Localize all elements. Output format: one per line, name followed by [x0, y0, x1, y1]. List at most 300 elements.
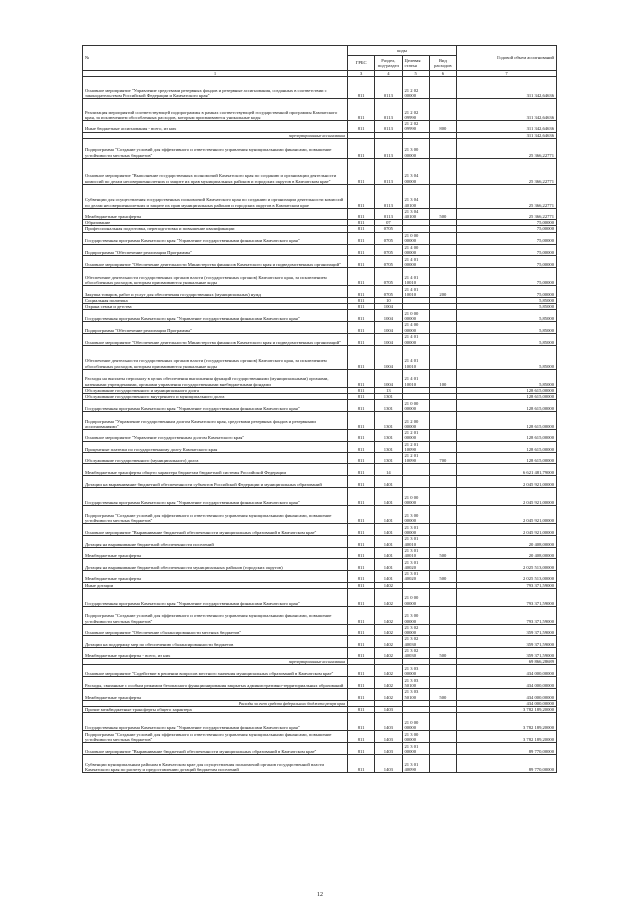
row-name: Подпрограмма "Создание условий для эффективного и ответственного управления муниципальными финансами, повышение устойчивости местных бюджетов"	[83, 606, 348, 624]
row-sum: 311 342,64636	[457, 121, 557, 132]
row-sum: 2 045 921,00000	[457, 488, 557, 506]
row-grbs: 811	[348, 588, 375, 606]
table-row	[83, 536, 557, 547]
row-expense-type: 800	[429, 121, 456, 132]
row-sum: 128 615,00000	[457, 394, 557, 400]
row-razdel: 1401	[375, 488, 402, 506]
row-target-article: 21 4 01 10010	[402, 369, 429, 387]
row-grbs: 811	[348, 322, 375, 333]
row-name: зарезервированные ассигнования	[83, 132, 348, 138]
col-razdel-header: Раздел, под-раздел	[375, 56, 402, 71]
row-expense-type	[429, 506, 456, 524]
row-name: Иные дотации	[83, 582, 348, 588]
row-name: Обслуживание государственного и муниципального долга	[83, 387, 348, 393]
row-name: Межбюджетные трансферты	[83, 689, 348, 700]
row-sum: 128 615,00000	[457, 387, 557, 393]
row-target-article: 21 0 00 00000	[402, 232, 429, 244]
table-row	[83, 322, 557, 333]
row-grbs: 811	[348, 547, 375, 558]
row-name: Межбюджетные трансферты	[83, 547, 348, 558]
row-razdel: 1301	[375, 453, 402, 464]
row-sum: 128 615,00000	[457, 453, 557, 464]
row-razdel: 0705	[375, 226, 402, 232]
row-expense-type	[429, 624, 456, 635]
row-razdel: 1403	[375, 706, 402, 712]
row-sum: 793 371,59000	[457, 582, 557, 588]
row-sum: 5,85000	[457, 333, 557, 345]
row-target-article: 21 0 00 00000	[402, 310, 429, 322]
row-grbs: 811	[348, 488, 375, 506]
row-razdel: 0113	[375, 158, 402, 184]
table-row	[83, 464, 557, 476]
row-target-article: 21 3 04 40100	[402, 184, 429, 208]
row-grbs: 811	[348, 665, 375, 677]
table-row	[83, 731, 557, 743]
row-sum: 311 342,64636	[457, 77, 557, 99]
row-expense-type	[429, 400, 456, 412]
codes-group-header: коды	[348, 46, 457, 56]
row-razdel: 14	[375, 464, 402, 476]
row-sum: 128 615,00000	[457, 400, 557, 412]
row-sum: 2 045 921,00000	[457, 476, 557, 488]
row-name: Межбюджетные трансферты общего характера бюджетам бюджетной системы Российской Федерации	[83, 464, 348, 476]
row-grbs: 811	[348, 571, 375, 582]
table-row	[83, 158, 557, 184]
row-name: Обслуживание государственного внутреннего и муниципального долга	[83, 394, 348, 400]
row-sum: 25 366,22771	[457, 158, 557, 184]
row-target-article: 21 2 01 00000	[402, 430, 429, 441]
row-target-article: 21 0 00 00000	[402, 713, 429, 731]
row-grbs: 811	[348, 232, 375, 244]
row-name: Основное мероприятие "Выравнивание бюджетной обеспеченности муниципальных образований в Камчатском крае"	[83, 743, 348, 755]
table-row	[83, 232, 557, 244]
row-sum: 75,00000	[457, 268, 557, 286]
row-grbs: 811	[348, 310, 375, 322]
row-sum: 5,85000	[457, 298, 557, 304]
table-row	[83, 713, 557, 731]
row-expense-type	[429, 333, 456, 345]
table-row	[83, 310, 557, 322]
row-target-article: 21 3 01 40010	[402, 536, 429, 547]
row-target-article: 21 0 00 00000	[402, 488, 429, 506]
row-grbs: 811	[348, 536, 375, 547]
row-razdel: 1301	[375, 412, 402, 430]
page-number: 12	[317, 892, 323, 898]
row-sum: 5,85000	[457, 369, 557, 387]
row-sum: 75,00000	[457, 286, 557, 298]
row-sum: 20 408,00000	[457, 547, 557, 558]
table-body	[83, 77, 557, 773]
row-expense-type	[429, 559, 456, 571]
row-grbs: 811	[348, 298, 375, 304]
row-razdel: 1402	[375, 665, 402, 677]
row-name: Основное мероприятие "Выполнение государственных полномочий Камчатского края по созданию и организации деятельности комиссий по делам несовершеннолетних и защите их прав муниципальных районов и городских округов в Камчатском крае"	[83, 158, 348, 184]
row-grbs: 811	[348, 394, 375, 400]
row-expense-type	[429, 244, 456, 255]
row-expense-type	[429, 99, 456, 121]
row-expense-type	[429, 232, 456, 244]
row-grbs: 811	[348, 606, 375, 624]
row-grbs: 811	[348, 559, 375, 571]
row-sum: 75,00000	[457, 220, 557, 226]
col-cs-header: Целевая статья	[402, 56, 429, 71]
table-row	[83, 606, 557, 624]
row-target-article: 21 3 00 00000	[402, 606, 429, 624]
row-grbs: 811	[348, 99, 375, 121]
row-sum: 3 782 189,20000	[457, 706, 557, 712]
row-target-article: 21 3 02 40030	[402, 647, 429, 658]
row-name: Охрана семьи и детства	[83, 304, 348, 310]
row-name: Основное мероприятие "Управление государственным долгом Камчатского края"	[83, 430, 348, 441]
row-grbs: 811	[348, 524, 375, 536]
row-name: Основное мероприятие "Обеспечение деятельности Министерства финансов Камчатского края и подведомственных организаций"	[83, 256, 348, 268]
row-razdel: 1403	[375, 755, 402, 773]
row-sum: 311 342,64636	[457, 132, 557, 138]
row-sum: 128 615,00000	[457, 412, 557, 430]
row-razdel: 1004	[375, 322, 402, 333]
row-target-article: 21 3 01 40010	[402, 547, 429, 558]
row-grbs: 811	[348, 647, 375, 658]
row-grbs: 811	[348, 743, 375, 755]
table-row	[83, 208, 557, 219]
row-expense-type	[429, 588, 456, 606]
row-name: Иные бюджетные ассигнования - всего, из них	[83, 121, 348, 132]
table-row	[83, 524, 557, 536]
col-vr-header: Вид расходов	[429, 56, 456, 71]
table-row	[83, 333, 557, 345]
row-target-article: 21 3 01 00000	[402, 743, 429, 755]
row-expense-type: 700	[429, 453, 456, 464]
table-row	[83, 121, 557, 132]
table-row	[83, 441, 557, 452]
row-target-article: 21 3 01 40090	[402, 755, 429, 773]
row-sum: 89 770,00000	[457, 743, 557, 755]
row-razdel: 1004	[375, 304, 402, 310]
row-target-article: 21 4 01 00000	[402, 333, 429, 345]
row-razdel: 1401	[375, 536, 402, 547]
row-sum: 5,85000	[457, 322, 557, 333]
row-expense-type: 500	[429, 571, 456, 582]
row-razdel: 1401	[375, 571, 402, 582]
row-sum: 25 366,22771	[457, 138, 557, 158]
row-target-article: 21 3 00 00000	[402, 731, 429, 743]
row-expense-type	[429, 488, 456, 506]
row-razdel: 1401	[375, 524, 402, 536]
row-razdel: 0705	[375, 268, 402, 286]
row-expense-type: 500	[429, 208, 456, 219]
col-sum-header: Годовой объем ассигнований	[457, 46, 557, 71]
row-expense-type	[429, 322, 456, 333]
row-razdel: 1402	[375, 636, 402, 647]
row-razdel: 1402	[375, 582, 402, 588]
row-grbs: 811	[348, 636, 375, 647]
row-name: Основное мероприятие "Обеспечение сбалансированности местных бюджетов"	[83, 624, 348, 635]
table-row	[83, 430, 557, 441]
row-razdel: 1402	[375, 606, 402, 624]
row-sum: 6 621 481,79000	[457, 464, 557, 476]
row-name: Государственная программа Камчатского края "Управление государственными финансами Камчатского края"	[83, 232, 348, 244]
row-target-article: 21 3 01 40020	[402, 571, 429, 582]
row-target-article: 21 4 01 10010	[402, 268, 429, 286]
row-name: Расходы, связанные с особым режимом безопасного функционирования закрытых административно-территориальных образований	[83, 677, 348, 689]
row-target-article: 21 3 02 40030	[402, 636, 429, 647]
row-razdel: 1401	[375, 476, 402, 488]
colnum: 1	[83, 71, 348, 77]
colnum: 5	[402, 71, 429, 77]
row-sum: 359 371,59000	[457, 647, 557, 658]
table-row	[83, 506, 557, 524]
row-target-article: 21 3 03 00000	[402, 665, 429, 677]
row-sum: 69 866,28689	[457, 659, 557, 665]
table-row	[83, 244, 557, 255]
row-sum: 75,00000	[457, 256, 557, 268]
colnum: 3	[348, 71, 375, 77]
row-grbs: 811	[348, 713, 375, 731]
row-target-article: 21 2 01 10090	[402, 441, 429, 452]
row-grbs: 811	[348, 208, 375, 219]
table-row	[83, 755, 557, 773]
row-grbs: 811	[348, 400, 375, 412]
table-row	[83, 624, 557, 635]
row-razdel: 0113	[375, 208, 402, 219]
row-sum: 5,85000	[457, 310, 557, 322]
row-expense-type	[429, 464, 456, 476]
row-razdel: 0705	[375, 232, 402, 244]
table-row	[83, 138, 557, 158]
row-grbs: 811	[348, 77, 375, 99]
row-razdel: 1301	[375, 394, 402, 400]
row-sum: 434 000,00000	[457, 700, 557, 706]
row-name: Расходы на выплаты персоналу в целях обеспечения выполнения функций государственными (муниципальными) органами, казенными учреждениями, органами управления государственными внебюджетными фондами	[83, 369, 348, 387]
row-target-article: 21 3 04 40100	[402, 208, 429, 219]
row-razdel: 10	[375, 298, 402, 304]
row-name: Реализация мероприятий соответствующей подпрограммы в рамках соответствующей государственной программы Камчатского края, за исключением обособленных расходов, которым присваиваются уникальные коды	[83, 99, 348, 121]
row-target-article: 21 2 02 09990	[402, 99, 429, 121]
row-expense-type: 500	[429, 689, 456, 700]
row-name: Межбюджетные трансферты	[83, 208, 348, 219]
row-grbs: 811	[348, 333, 375, 345]
row-sum: 3 782 189,20000	[457, 713, 557, 731]
row-name: Подпрограмма "Создание условий для эффективного и ответственного управления муниципальными финансами, повышение устойчивости местных бюджетов"	[83, 138, 348, 158]
row-name: Подпрограмма "Обеспечение реализации Программы"	[83, 322, 348, 333]
row-target-article: 21 3 01 00000	[402, 524, 429, 536]
table-row	[83, 99, 557, 121]
table-row	[83, 559, 557, 571]
row-grbs: 811	[348, 184, 375, 208]
row-sum: 89 770,00000	[457, 755, 557, 773]
table-row	[83, 488, 557, 506]
row-sum: 75,00000	[457, 226, 557, 232]
row-sum: 75,00000	[457, 244, 557, 255]
row-sum: 25 366,22771	[457, 208, 557, 219]
row-sum: 2 025 513,00000	[457, 571, 557, 582]
row-grbs: 811	[348, 731, 375, 743]
row-name: Образование	[83, 220, 348, 226]
row-name: Прочие межбюджетные трансферты общего характера	[83, 706, 348, 712]
table-row	[83, 369, 557, 387]
row-name: зарезервированные ассигнования	[83, 659, 348, 665]
row-sum: 2 045 921,00000	[457, 506, 557, 524]
row-grbs: 811	[348, 441, 375, 452]
row-name: Основное мероприятие "Содействие в решении вопросов местного значения муниципальных образований в Камчатском крае"	[83, 665, 348, 677]
table-row	[83, 743, 557, 755]
row-razdel: 1403	[375, 713, 402, 731]
row-name: Государственная программа Камчатского края "Управление государственными финансами Камчатского края"	[83, 400, 348, 412]
table-row	[83, 184, 557, 208]
row-sum: 359 371,59000	[457, 636, 557, 647]
table-row	[83, 268, 557, 286]
row-sum: 128 615,00000	[457, 441, 557, 452]
row-razdel: 1402	[375, 689, 402, 700]
row-name: Дотации на выравнивание бюджетной обеспеченности субъектов Российской Федерации и муниципальных образований	[83, 476, 348, 488]
row-sum: 128 615,00000	[457, 430, 557, 441]
row-grbs: 811	[348, 158, 375, 184]
row-name: Дотация на выравнивание бюджетной обеспеченности муниципальных районов (городских округов)	[83, 559, 348, 571]
row-razdel: 1402	[375, 647, 402, 658]
row-target-article	[402, 476, 429, 488]
row-target-article: 21 2 01 10090	[402, 453, 429, 464]
row-target-article: 21 3 00 00000	[402, 138, 429, 158]
table-row	[83, 647, 557, 658]
row-target-article: 21 0 00 00000	[402, 400, 429, 412]
row-target-article	[402, 464, 429, 476]
col-num-header: №	[83, 46, 348, 71]
row-expense-type	[429, 677, 456, 689]
row-target-article: 21 2 00 00000	[402, 412, 429, 430]
row-grbs: 811	[348, 430, 375, 441]
table-row	[83, 286, 557, 298]
colnum: 4	[375, 71, 402, 77]
row-grbs: 811	[348, 220, 375, 226]
row-sum: 311 342,64636	[457, 99, 557, 121]
row-target-article: 21 2 02 09990	[402, 121, 429, 132]
row-razdel: 0705	[375, 256, 402, 268]
row-expense-type: 200	[429, 286, 456, 298]
row-razdel: 1004	[375, 369, 402, 387]
row-expense-type	[429, 256, 456, 268]
row-target-article: 21 4 01 10010	[402, 345, 429, 369]
row-target-article: 21 4 00 00000	[402, 322, 429, 333]
table-row	[83, 345, 557, 369]
row-expense-type	[429, 731, 456, 743]
table-row	[83, 412, 557, 430]
table-row	[83, 588, 557, 606]
row-grbs: 811	[348, 464, 375, 476]
row-razdel: 1004	[375, 310, 402, 322]
row-name: Обеспечение деятельности государственных органов власти (государственных органов) Камчатского края, за исключением обособленных расходов, которым присваиваются уникальные коды	[83, 268, 348, 286]
row-grbs: 811	[348, 226, 375, 232]
row-razdel: 1403	[375, 743, 402, 755]
col-grbs-header: ГРБС	[348, 56, 375, 71]
row-sum: 434 000,00000	[457, 665, 557, 677]
table-row	[83, 256, 557, 268]
row-expense-type	[429, 636, 456, 647]
table-row	[83, 677, 557, 689]
row-expense-type	[429, 476, 456, 488]
row-name: Основное мероприятие "Выравнивание бюджетной обеспеченности муниципальных образований в Камчатском крае"	[83, 524, 348, 536]
row-razdel: 1402	[375, 677, 402, 689]
row-razdel: 1301	[375, 441, 402, 452]
row-expense-type	[429, 158, 456, 184]
row-grbs: 811	[348, 304, 375, 310]
row-grbs: 811	[348, 706, 375, 712]
row-target-article: 21 2 02 00000	[402, 77, 429, 99]
row-expense-type	[429, 713, 456, 731]
row-grbs: 811	[348, 121, 375, 132]
row-target-article: 21 3 04 00000	[402, 158, 429, 184]
row-name: Дотации на поддержку мер по обеспечению сбалансированности бюджетов	[83, 636, 348, 647]
row-razdel: 1401	[375, 506, 402, 524]
row-sum: 5,85000	[457, 345, 557, 369]
row-sum: 434 000,00000	[457, 689, 557, 700]
row-razdel: 1402	[375, 624, 402, 635]
table-row	[83, 77, 557, 99]
row-grbs: 811	[348, 244, 375, 255]
row-grbs: 811	[348, 268, 375, 286]
row-expense-type	[429, 755, 456, 773]
table-row	[83, 665, 557, 677]
row-name: Дотация на выравнивание бюджетной обеспеченности поселений	[83, 536, 348, 547]
row-grbs: 811	[348, 624, 375, 635]
row-sum: 25 366,22771	[457, 184, 557, 208]
row-name: Обеспечение деятельности государственных органов власти (государственных органов) Камчатского края, за исключением обособленных расходов, которым присваиваются уникальные коды	[83, 345, 348, 369]
row-razdel: 0113	[375, 184, 402, 208]
row-expense-type	[429, 345, 456, 369]
row-target-article: 21 4 01 10010	[402, 286, 429, 298]
row-grbs: 811	[348, 369, 375, 387]
row-name: Подпрограмма "Создание условий для эффективного и ответственного управления муниципальными финансами, повышение устойчивости местных бюджетов"	[83, 731, 348, 743]
table-row	[83, 571, 557, 582]
row-name: Закупка товаров, работ и услуг для обеспечения государственных (муниципальных) нужд	[83, 286, 348, 298]
row-name: Государственная программа Камчатского края "Управление государственными финансами Камчатского края"	[83, 488, 348, 506]
row-expense-type	[429, 184, 456, 208]
row-grbs: 811	[348, 476, 375, 488]
row-razdel: 0113	[375, 77, 402, 99]
row-expense-type	[429, 268, 456, 286]
row-sum: 2 045 921,00000	[457, 524, 557, 536]
row-grbs: 811	[348, 453, 375, 464]
row-sum: 75,00000	[457, 232, 557, 244]
row-razdel: 1301	[375, 430, 402, 441]
row-target-article: 21 3 01 40020	[402, 559, 429, 571]
table-row	[83, 547, 557, 558]
row-razdel: 0705	[375, 244, 402, 255]
row-razdel: 07	[375, 220, 402, 226]
table-row	[83, 636, 557, 647]
row-grbs: 811	[348, 689, 375, 700]
row-expense-type: 500	[429, 647, 456, 658]
row-expense-type	[429, 524, 456, 536]
row-grbs: 811	[348, 506, 375, 524]
row-sum: 5,85000	[457, 304, 557, 310]
row-name: Основное мероприятие "Обеспечение деятельности Министерства финансов Камчатского края и подведомственных организаций"	[83, 333, 348, 345]
row-target-article: 21 0 00 00000	[402, 588, 429, 606]
row-name: Государственная программа Камчатского края "Управление государственными финансами Камчатского края"	[83, 588, 348, 606]
row-name: Субвенции муниципальным районам в Камчатском крае для осуществления полномочий органов государственной власти Камчатского края по расчету и предоставлению дотаций бюджетам поселений	[83, 755, 348, 773]
row-grbs: 811	[348, 677, 375, 689]
table-row	[83, 453, 557, 464]
row-sum: 2 025 513,00000	[457, 559, 557, 571]
row-target-article: 21 3 03 50100	[402, 689, 429, 700]
row-razdel: 0705	[375, 286, 402, 298]
row-name: Социальная политика	[83, 298, 348, 304]
row-expense-type	[429, 430, 456, 441]
row-target-article: 21 3 03 50100	[402, 677, 429, 689]
row-expense-type	[429, 77, 456, 99]
row-target-article: 21 4 01 00000	[402, 256, 429, 268]
row-name: Субвенции для осуществления государственных полномочий Камчатского края по созданию и организации деятельности комиссий по делам несовершеннолетних и защите их прав муниципальных районов и городских округов в Камчатском крае	[83, 184, 348, 208]
row-razdel: 0113	[375, 121, 402, 132]
